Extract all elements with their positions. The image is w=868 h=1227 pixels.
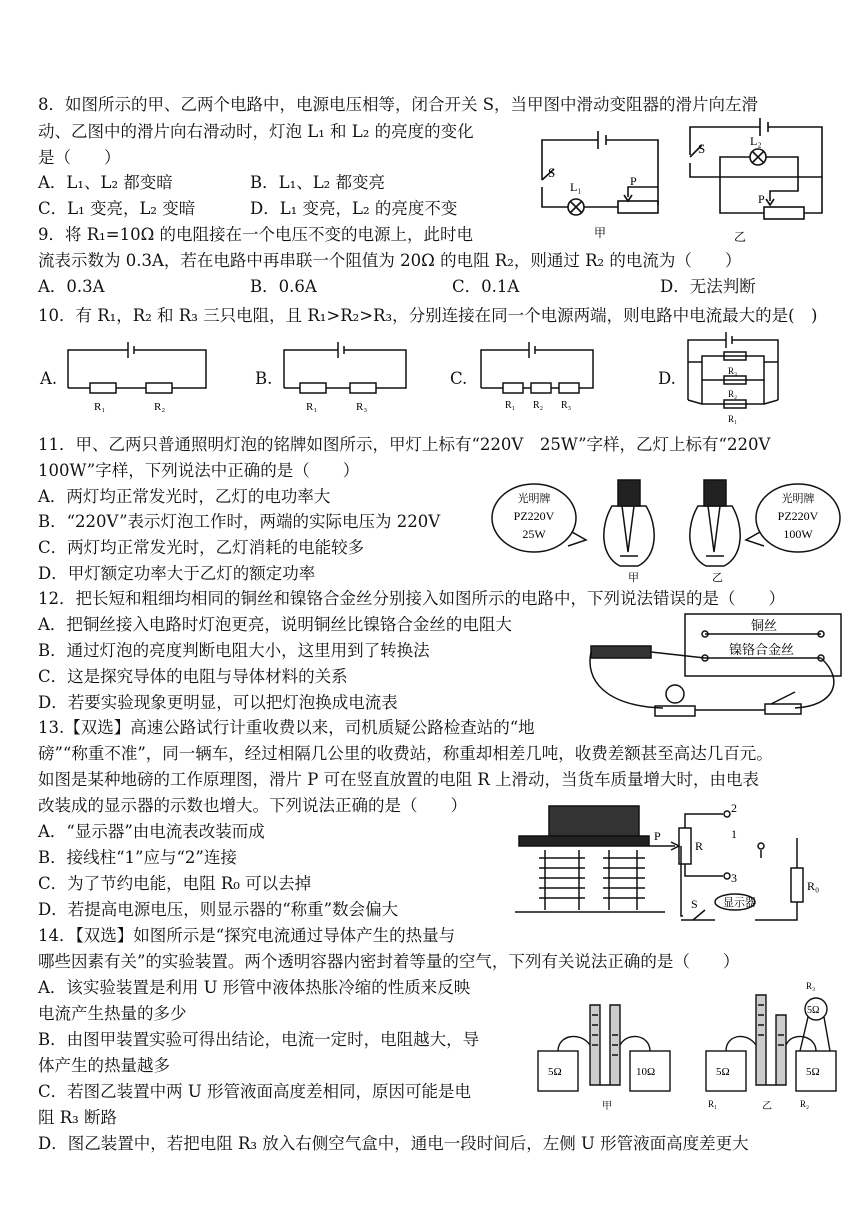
q14-option-a-line1: A．该实验装置是利用 U 形管中液体热胀冷缩的性质来反映 <box>38 978 471 997</box>
q11-jia-nameplate-power: 25W <box>522 527 546 541</box>
q13-slider-label: P <box>654 829 661 843</box>
q13-resistor-r-label: R <box>695 839 704 853</box>
q10-option-b: B. <box>255 369 273 388</box>
q11-stem-line1: 11．甲、乙两只普通照明灯泡的铭牌如图所示，甲灯上标有“220V 25W”字样，乙灯上标有“220V <box>38 435 771 454</box>
q11-yi-nameplate-model: PZ220V <box>777 509 819 523</box>
q14-option-b-line1: B．由图甲装置实验可得出结论，电流一定时，电阻越大，导 <box>38 1030 480 1049</box>
q8-yi-caption: 乙 <box>734 230 747 244</box>
q13-display-label: 显示器 <box>723 897 756 909</box>
q13-stem-line3: 如图是某种地磅的工作原理图，滑片 P 可在竖直放置的电阻 R 上滑动，当货车质量增大时，由电表 <box>38 770 760 789</box>
q11-yi-nameplate-power: 100W <box>783 527 813 541</box>
q13-weighbridge-figure <box>515 798 835 930</box>
q8-jia-slider-label: P <box>630 174 637 188</box>
q14-option-a-line2: 电流产生热量的多少 <box>38 1004 187 1023</box>
q14-caption-yi: 乙 <box>762 1101 772 1112</box>
q13-terminal-2-label: 2 <box>731 801 737 815</box>
q8-stem-line1: 8．如图所示的甲、乙两个电路中，电源电压相等，闭合开关 S，当甲图中滑动变阻器的滑片向左滑 <box>38 95 759 114</box>
q10-a-r2: R₂ <box>154 401 166 413</box>
q13-option-d: D．若提高电源电压，则显示器的“称重”数会偏大 <box>38 900 399 919</box>
q12-circuit-figure <box>585 610 847 728</box>
q10-d-r1: R₁ <box>728 414 738 424</box>
q13-option-b: B．接线柱“1”应与“2”连接 <box>38 848 237 867</box>
q11-stem-line2: 100W”字样，下列说法中正确的是（ ） <box>38 461 360 480</box>
q8-stem-line2: 动、乙图中的滑片向右滑动时，灯泡 L₁ 和 L₂ 的亮度的变化 <box>38 122 474 141</box>
q14-yi-left-resistor: 5Ω <box>716 1066 730 1078</box>
q14-r3-label: R₃ <box>806 981 816 991</box>
q14-option-c-line2: 阻 R₃ 断路 <box>38 1108 118 1127</box>
q13-stem-line2: 磅”“称重不准”，同一辆车，经过相隔几公里的收费站，称重却相差几吨，收费差额甚至高达几百元。 <box>38 744 773 763</box>
q10-c-r1: R₁ <box>505 400 516 411</box>
q9-option-a: A．0.3A <box>38 277 105 296</box>
q14-yi-right-resistor: 5Ω <box>806 1066 820 1078</box>
q9-option-d: D．无法判断 <box>660 277 756 296</box>
q11-jia-nameplate-brand: 光明牌 <box>517 493 551 505</box>
q14-joule-heat-figure <box>530 975 840 1115</box>
q8-jia-caption: 甲 <box>594 226 607 240</box>
q11-yi-nameplate-brand: 光明牌 <box>781 493 815 505</box>
q14-option-c-line1: C．若图乙装置中两 U 形管液面高度差相同，原因可能是电 <box>38 1082 472 1101</box>
q10-d-r3: R₃ <box>728 366 738 376</box>
q11-caption-jia: 甲 <box>628 572 639 584</box>
q11-option-c: C．两灯均正常发光时，乙灯消耗的电能较多 <box>38 538 365 557</box>
q14-caption-jia: 甲 <box>602 1101 612 1112</box>
q11-option-b: B．“220V”表示灯泡工作时，两端的实际电压为 220V <box>38 512 441 531</box>
q14-option-b-line2: 体产生的热量越多 <box>38 1056 170 1075</box>
q10-circuit-d <box>680 330 790 430</box>
q14-r3-value: 5Ω <box>807 1005 820 1016</box>
q12-stem-line1: 12．把长短和粗细均相同的铜丝和镍铬合金丝分别接入如图所示的电路中，下列说法错误的是（ ） <box>38 589 785 608</box>
q12-nichrome-wire-label: 镍铬合金丝 <box>729 642 795 657</box>
q14-stem-line1: 14．【双选】如图所示是“探究电流通过导体产生的热量与 <box>38 926 456 945</box>
q11-option-a: A．两灯均正常发光时，乙灯的电功率大 <box>38 487 331 506</box>
q8-circuit-jia <box>530 125 670 240</box>
q8-yi-switch-label: S <box>698 141 706 156</box>
q8-yi-lamp-label: L₂ <box>750 134 762 148</box>
q10-b-r1: R₁ <box>306 401 318 413</box>
q10-b-r3: R₃ <box>356 401 368 413</box>
q11-bulbs-figure <box>488 466 846 584</box>
q10-c-r2: R₂ <box>533 400 544 411</box>
q13-option-a: A．“显示器”由电流表改装而成 <box>38 822 265 841</box>
q13-switch-label: S <box>691 897 698 911</box>
q8-yi-slider-label: P <box>758 192 765 206</box>
q11-caption-yi: 乙 <box>712 572 723 584</box>
q13-r0-label: R₀ <box>807 879 820 893</box>
q9-stem-line1: 9．将 R₁=10Ω 的电阻接在一个电压不变的电源上，此时电 <box>38 225 474 244</box>
q12-copper-wire-label: 铜丝 <box>751 618 778 633</box>
q8-option-d: D．L₁ 变亮，L₂ 的亮度不变 <box>250 199 458 218</box>
q11-jia-nameplate-model: PZ220V <box>513 509 555 523</box>
q13-stem-line1: 13.【双选】高速公路试行计重收费以来，司机质疑公路检查站的“地 <box>38 718 535 737</box>
q9-stem-line2: 流表示数为 0.3A，若在电路中再串联一个阻值为 20Ω 的电阻 R₂，则通过 R₂ 的电流为（ ） <box>38 251 742 270</box>
q10-circuit-c <box>475 338 605 420</box>
q8-option-a: A．L₁、L₂ 都变暗 <box>38 173 173 192</box>
q13-stem-line4: 改装成的显示器的示数也增大。下列说法正确的是（ ） <box>38 796 467 815</box>
q9-option-b: B．0.6A <box>250 277 317 296</box>
q14-stem-line2: 哪些因素有关”的实验装置。两个透明容器内密封着等量的空气，下列有关说法正确的是（ ） <box>38 952 740 971</box>
q9-option-c: C．0.1A <box>452 277 520 296</box>
q14-r1-label: R₁ <box>708 1099 718 1109</box>
q10-c-r3: R₃ <box>561 400 572 411</box>
q12-option-d: D．若要实验现象更明显，可以把灯泡换成电流表 <box>38 693 398 712</box>
q10-d-r2: R₂ <box>728 389 738 399</box>
q10-option-d: D. <box>658 369 676 388</box>
q10-option-a: A. <box>40 369 58 388</box>
q12-option-a: A．把铜丝接入电路时灯泡更亮，说明铜丝比镍铬合金丝的电阻大 <box>38 615 512 634</box>
q8-circuit-yi <box>680 115 830 245</box>
q8-stem-line3: 是（ ） <box>38 148 121 167</box>
q13-option-c: C．为了节约电能，电阻 R₀ 可以去掉 <box>38 874 312 893</box>
q11-option-d: D．甲灯额定功率大于乙灯的额定功率 <box>38 564 316 583</box>
q10-a-r1: R₁ <box>94 401 106 413</box>
q14-option-d: D．图乙装置中，若把电阻 R₃ 放入右侧空气盒中，通电一段时间后，左侧 U 形管液面高度差更大 <box>38 1134 749 1153</box>
q14-jia-right-resistor: 10Ω <box>636 1066 656 1078</box>
q14-r2-label: R₂ <box>800 1099 810 1109</box>
q8-jia-switch-label: S <box>548 165 556 180</box>
q13-terminal-1-label: 1 <box>731 827 737 841</box>
q10-circuit-b <box>278 338 418 420</box>
q12-option-b: B．通过灯泡的亮度判断电阻大小，这里用到了转换法 <box>38 641 430 660</box>
q13-terminal-3-label: 3 <box>731 871 737 885</box>
q8-option-c: C．L₁ 变亮，L₂ 变暗 <box>38 199 196 218</box>
q8-jia-lamp-label: L₁ <box>570 180 582 194</box>
q8-option-b: B．L₁、L₂ 都变亮 <box>250 173 386 192</box>
q10-circuit-a <box>62 338 212 420</box>
q10-option-c: C. <box>450 369 468 388</box>
q10-stem-line1: 10．有 R₁，R₂ 和 R₃ 三只电阻，且 R₁>R₂>R₃，分别连接在同一个电源两端，则电路中电流最大的是( ) <box>38 306 818 325</box>
q12-option-c: C．这是探究导体的电阻与导体材料的关系 <box>38 667 348 686</box>
q14-jia-left-resistor: 5Ω <box>548 1066 562 1078</box>
